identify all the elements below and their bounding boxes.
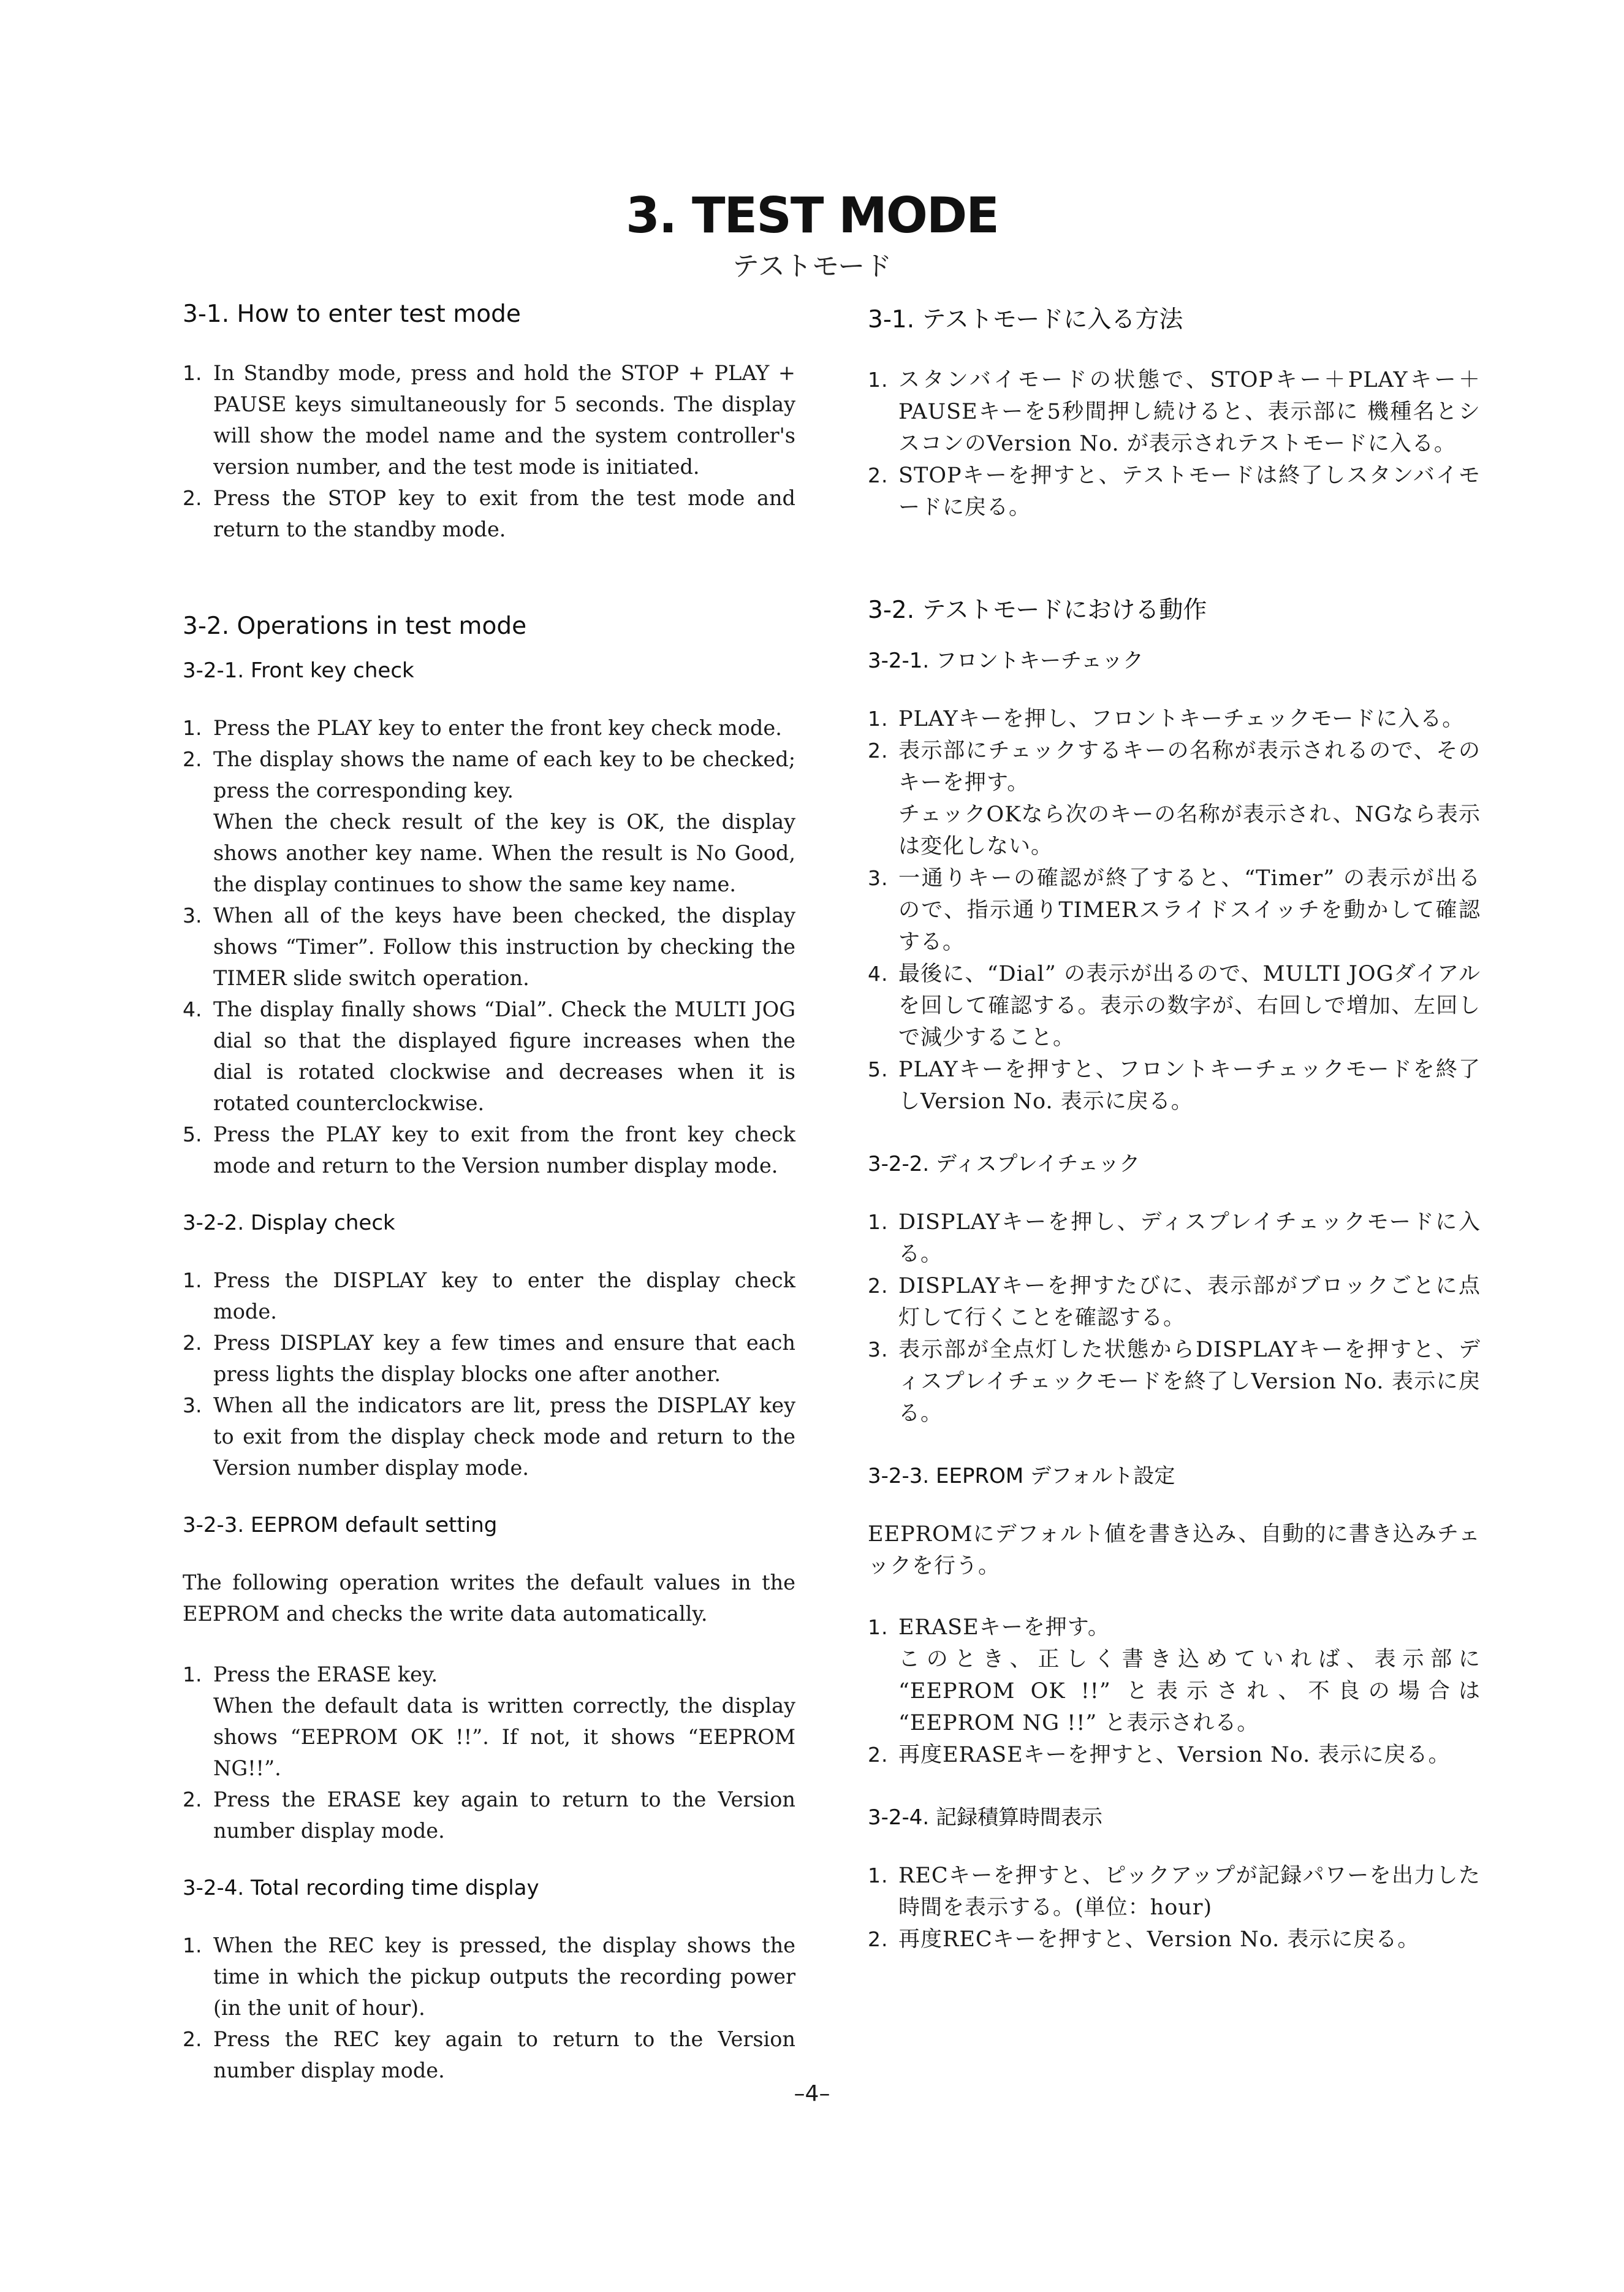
list-item: 1. Press the ERASE key. When the default data is written correctly, the display shows “EEPROM OK !!”. If not, it shows “EEPROM NG!!”. bbox=[183, 1662, 795, 1780]
list-3-2-4-jp bbox=[868, 1860, 1481, 1955]
eeprom-intro-en: The following operation writes the default values in the EEPROM and checks the write data automatically. bbox=[183, 1571, 795, 1626]
heading-3-2-jp: 3-2. テストモードにおける動作 bbox=[868, 596, 1207, 624]
heading-3-2-3-en: 3-2-3. EEPROM default setting bbox=[183, 1513, 498, 1537]
list-item: 2. Press the REC key again to return to the Version number display mode. bbox=[183, 2027, 795, 2082]
page-number: –4– bbox=[794, 2081, 830, 2106]
list-3-2-2-jp bbox=[868, 1206, 1481, 1430]
list-3-1-en bbox=[183, 357, 795, 545]
list-item: 2. Press the ERASE key again to return to the Version number display mode. bbox=[183, 1788, 795, 1843]
list-3-2-3-jp bbox=[868, 1612, 1481, 1771]
list-item: 1. When the REC key is pressed, the display shows the time in which the pickup outputs the recording power (in the unit of hour). bbox=[183, 1933, 795, 2020]
heading-3-2-1-jp: 3-2-1. フロントキーチェック bbox=[868, 649, 1144, 673]
list-item: 2. Press the STOP key to exit from the test mode and return to the standby mode. bbox=[183, 486, 795, 541]
list-item: 3. 一通りキーの確認が終了すると、“Timer” の表示が出るので、指示通りTIMERスライドスイッチを動かして確認する。 bbox=[868, 866, 1481, 954]
list-item: 1. RECキーを押すと、ピックアップが記録パワーを出力した時間を表示する。(単位：hour) bbox=[868, 1864, 1481, 1920]
heading-3-2-1-en: 3-2-1. Front key check bbox=[183, 658, 414, 683]
page-title: 3. TEST MODE bbox=[626, 187, 998, 244]
list-3-2-1-jp bbox=[868, 703, 1481, 1117]
list-item: 2. 再度ERASEキーを押すと、Version No. 表示に戻る。 bbox=[868, 1743, 1451, 1767]
list-item: 1. Press the DISPLAY key to enter the display check mode. bbox=[183, 1268, 795, 1323]
list-item: 2. DISPLAYキーを押すたびに、表示部がブロックごとに点灯して行くことを確認する。 bbox=[868, 1274, 1481, 1330]
list-item: 1. DISPLAYキーを押し、ディスプレイチェックモードに入る。 bbox=[868, 1210, 1481, 1266]
heading-3-2-4-jp: 3-2-4. 記録積算時間表示 bbox=[868, 1805, 1103, 1830]
page-subtitle: テストモード bbox=[732, 251, 892, 282]
english-column bbox=[183, 300, 795, 2086]
list-item: 4. 最後に、“Dial” の表示が出るので、MULTI JOGダイアルを回して確認する。表示の数字が、右回しで増加、左回しで減少すること。 bbox=[868, 962, 1481, 1050]
list-item: 3. When all the indicators are lit, press the DISPLAY key to exit from the display check mode and return to the Version number display mode. bbox=[183, 1393, 795, 1480]
heading-3-2-en: 3-2. Operations in test mode bbox=[183, 612, 527, 640]
list-item: 5. PLAYキーを押すと、フロントキーチェックモードを終了しVersion No. 表示に戻る。 bbox=[868, 1057, 1481, 1114]
japanese-column bbox=[868, 300, 1481, 1955]
list-item: 1. In Standby mode, press and hold the STOP + PLAY + PAUSE keys simultaneously for 5 seconds. The display will show the model name and the system controller's version number, and the test mode is initiated. bbox=[183, 361, 795, 479]
list-item: 3. 表示部が全点灯した状態からDISPLAYキーを押すと、ディスプレイチェックモードを終了しVersion No. 表示に戻る。 bbox=[868, 1338, 1481, 1426]
heading-3-1-en: 3-1. How to enter test mode bbox=[183, 300, 521, 328]
list-item: 4. The display finally shows “Dial”. Check the MULTI JOG dial so that the displayed figure increases when the dial is rotated clockwise and decreases when it is rotated counterclockwise. bbox=[183, 997, 795, 1115]
list-3-2-4-en bbox=[183, 1930, 795, 2086]
list-3-1-jp bbox=[868, 364, 1481, 524]
list-item: 2. The display shows the name of each key to be checked; press the corresponding key. When the check result of the key is OK, the display shows another key name. When the result is No Good, the display continues to show the same key name. bbox=[183, 747, 795, 896]
list-item: 1. Press the PLAY key to enter the front key check mode. bbox=[183, 716, 782, 740]
list-item: 2. STOPキーを押すと、テストモードは終了しスタンバイモードに戻る。 bbox=[868, 463, 1481, 520]
heading-3-2-4-en: 3-2-4. Total recording time display bbox=[183, 1876, 539, 1900]
list-3-2-3-en bbox=[183, 1659, 795, 1846]
list-item: 1. PLAYキーを押し、フロントキーチェックモードに入る。 bbox=[868, 707, 1465, 731]
list-item: 2. Press DISPLAY key a few times and ensure that each press lights the display blocks one after another. bbox=[183, 1331, 795, 1386]
heading-3-2-2-en: 3-2-2. Display check bbox=[183, 1211, 395, 1235]
list-3-2-2-en bbox=[183, 1265, 795, 1483]
heading-3-1-jp: 3-1. テストモードに入る方法 bbox=[868, 306, 1183, 333]
heading-3-2-3-jp: 3-2-3. EEPROM デフォルト設定 bbox=[868, 1464, 1175, 1488]
list-item: 3. When all of the keys have been checked, the display shows “Timer”. Follow this instruction by checking the TIMER slide switch operation. bbox=[183, 904, 795, 990]
list-item: 1. スタンバイモードの状態で、STOPキー＋PLAYキー＋PAUSEキーを5秒間押し続けると、表示部に 機種名とシスコンのVersion No. が表示されテストモードに入る。 bbox=[868, 368, 1481, 456]
list-item: 1. ERASEキーを押す。 このとき、正しく書き込めていれば、表示部に “EEPROM OK !!” と表示され、不良の場合は “EEPROM NG !!” と表示される。 bbox=[868, 1615, 1481, 1735]
list-item: 2. 表示部にチェックするキーの名称が表示されるので、そのキーを押す。 チェックOKなら次のキーの名称が表示され、NGなら表示は変化しない。 bbox=[868, 739, 1481, 859]
list-item: 5. Press the PLAY key to exit from the front key check mode and return to the Version number display mode. bbox=[183, 1122, 795, 1178]
eeprom-intro-jp: EEPROMにデフォルト値を書き込み、自動的に書き込みチェックを行う。 bbox=[868, 1522, 1481, 1578]
list-item: 2. 再度RECキーを押すと、Version No. 表示に戻る。 bbox=[868, 1927, 1420, 1952]
list-3-2-1-en bbox=[183, 712, 795, 1181]
heading-3-2-2-jp: 3-2-2. ディスプレイチェック bbox=[868, 1152, 1140, 1176]
